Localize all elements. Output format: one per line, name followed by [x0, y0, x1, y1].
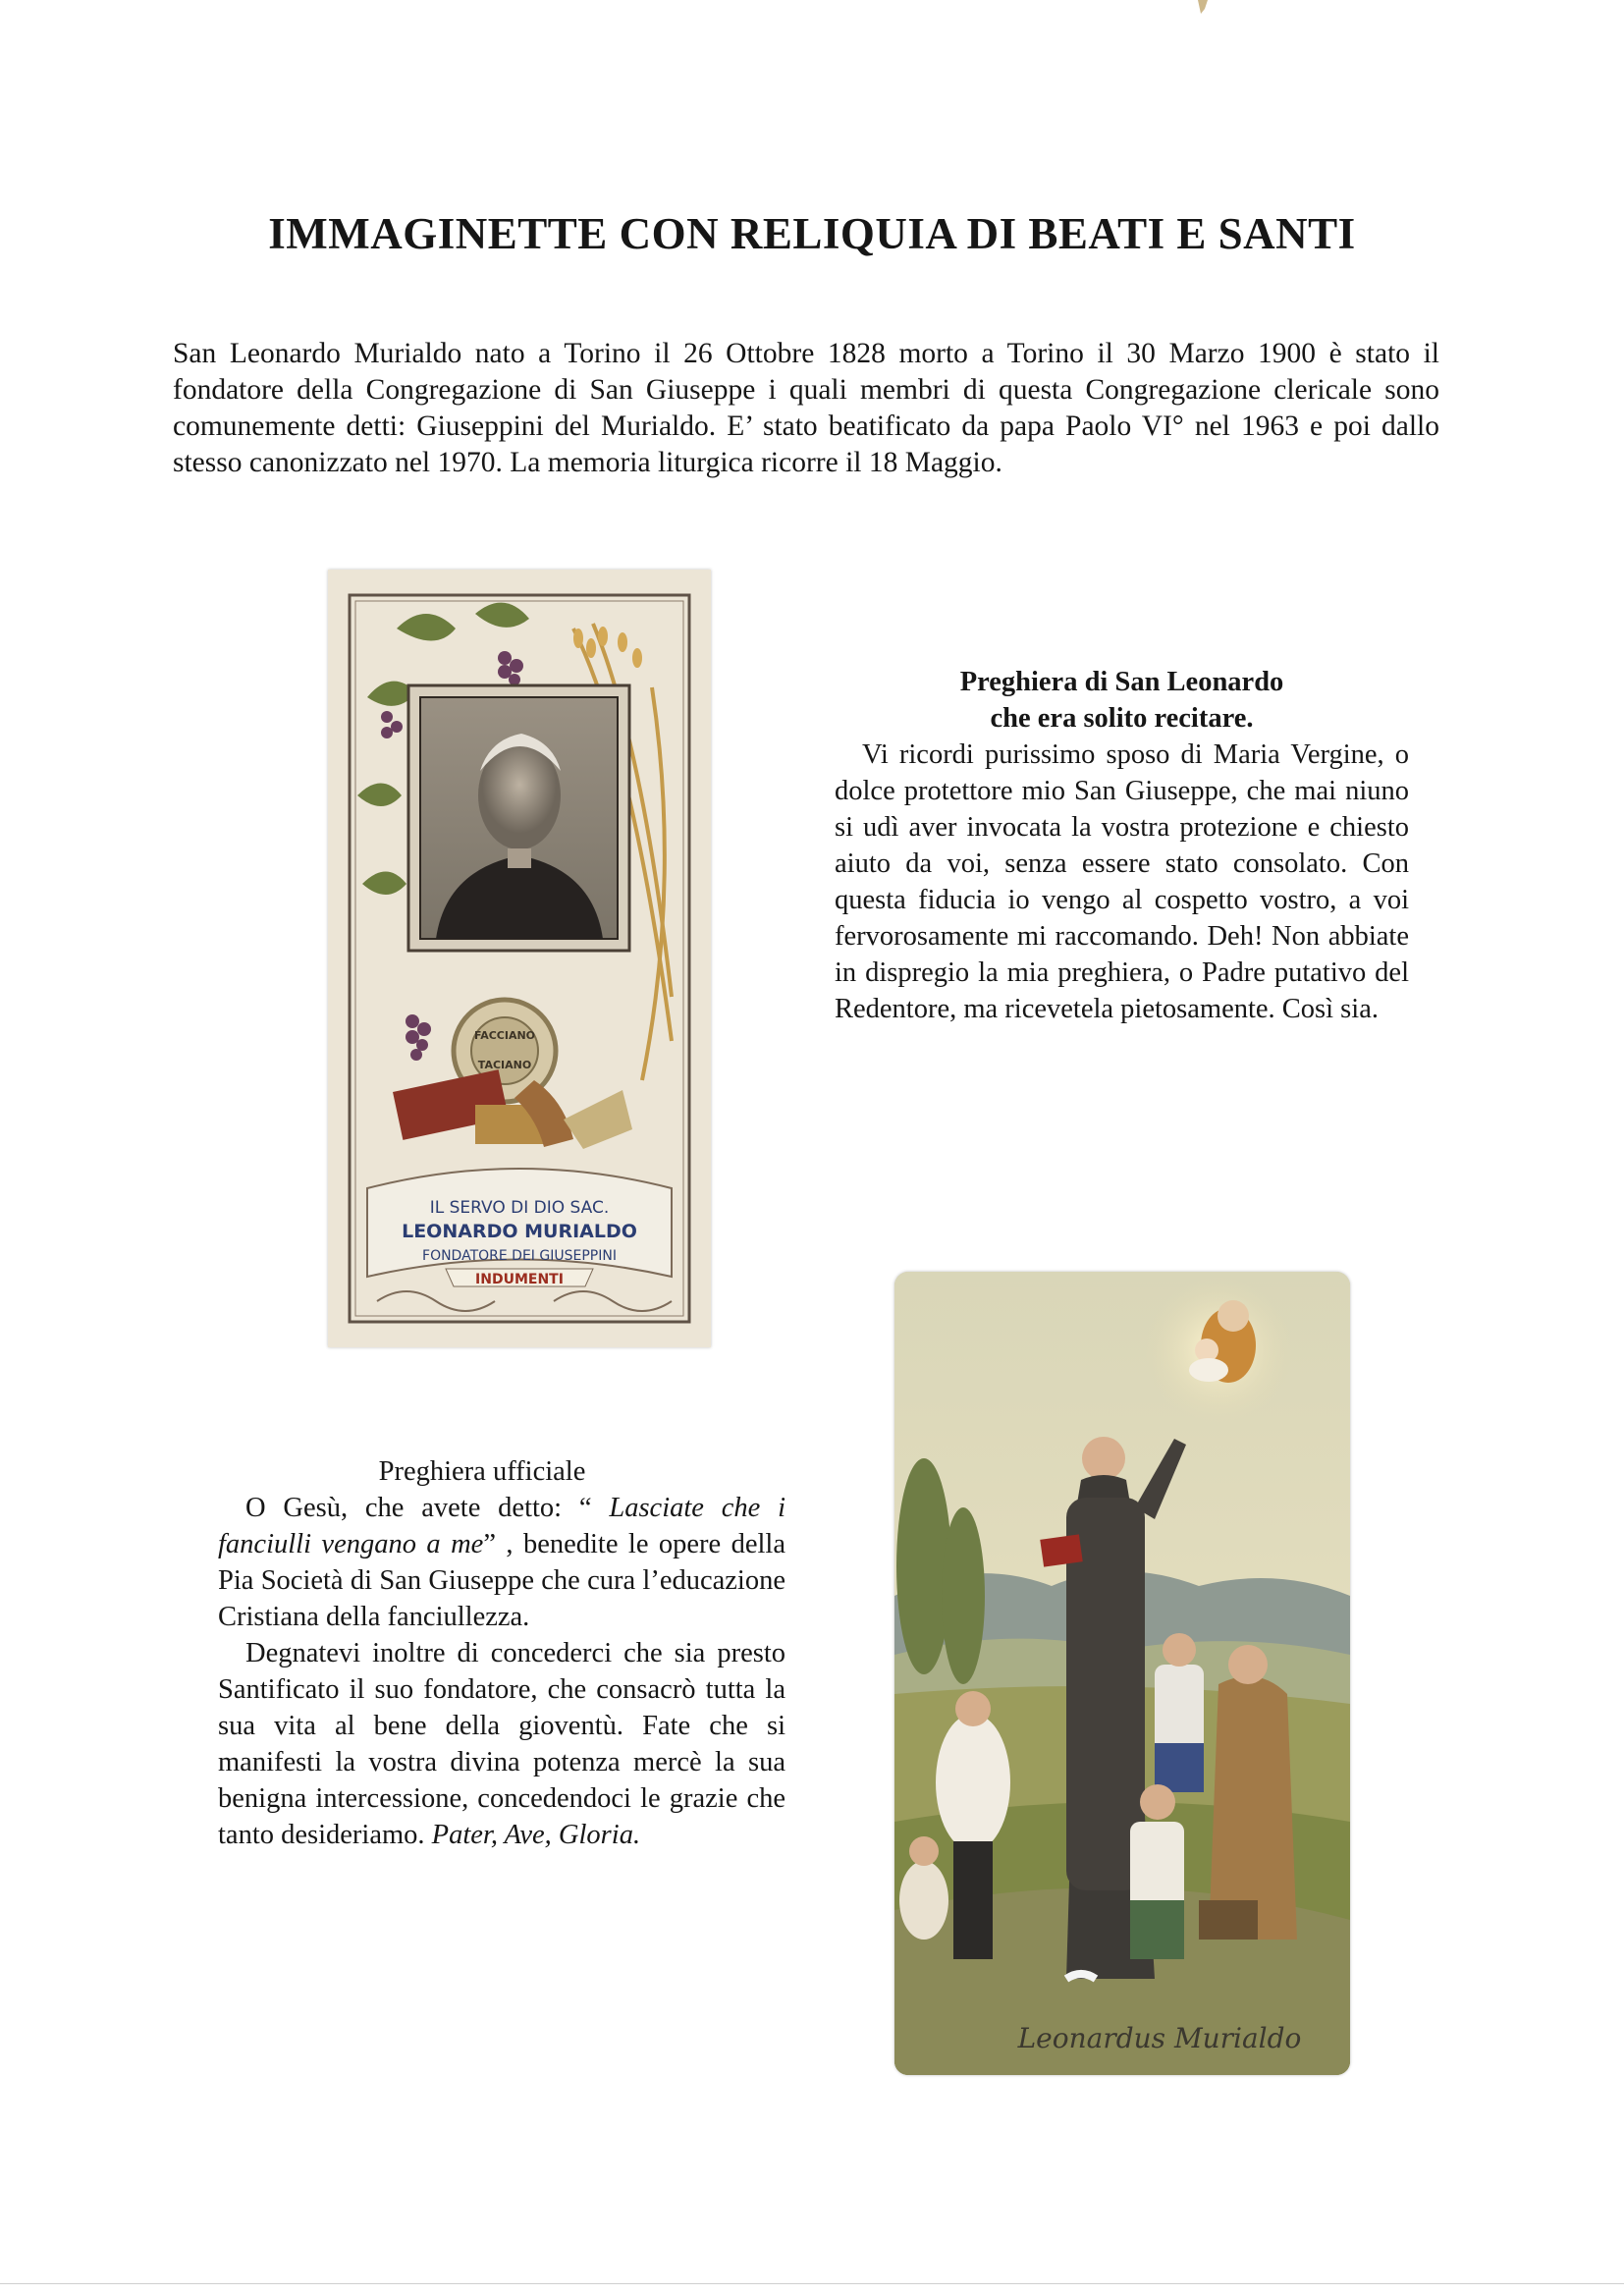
prayer1-title-line2: che era solito recitare. [990, 703, 1254, 734]
holy-card-portrait [328, 570, 711, 1347]
prayer1-title-line1: Preghiera di San Leonardo [959, 667, 1284, 697]
scan-edge-line [0, 2283, 1624, 2284]
prayer2-body-after: ” , benedite le opere della Pia Società di San Giuseppe che cura l’educazione Cristiana della fanciullezza. [218, 1529, 785, 1632]
medallion-text-1: FACCIANO [473, 1029, 536, 1042]
prayer2-quote: Lasciate che i fanciulli vengano a me [218, 1493, 786, 1559]
prayer2-body [218, 1490, 785, 1635]
ribbon-text: INDUMENTI [475, 1272, 564, 1287]
corner-mark [1196, 0, 1210, 16]
page-title: IMMAGINETTE CON RELIQUIA DI BEATI E SANTI [268, 209, 1356, 258]
intro-paragraph: San Leonardo Murialdo nato a Torino il 26 Ottobre 1828 morto a Torino il 30 Marzo 1900 è stato il fondatore della Congregazione di San Giuseppe i quali membri di questa Congregazione clericale sono comunemente detti: Giuseppini del Murialdo. E’ stato beatificato da papa Paolo VI° nel 1963 e poi dallo stesso canonizzato nel 1970. La memoria liturgica ricorre il 18 Maggio. [173, 338, 1439, 478]
prayer-official [218, 1453, 785, 1853]
prayer2-title: Preghiera ufficiale [378, 1456, 586, 1487]
prayer-san-leonardo [835, 664, 1409, 1027]
holy-card-children [894, 1272, 1350, 2075]
prayer2-body2-start: Degnatevi inoltre di concederci che sia presto Santificato il suo fondatore, che consacrò tutta la sua vita al bene della gioventù. Fate che si manifesti la vostra divina potenza mercè la sua benigna intercessione, concedendoci le grazie che tanto desideriamo. [218, 1638, 785, 1850]
prayer2-body-start: O Gesù, che avete detto: “ [245, 1493, 592, 1523]
banner-line-3: FONDATORE DEI GIUSEPPINI [422, 1248, 617, 1264]
prayer2-closing: Pater, Ave, Gloria. [431, 1820, 641, 1850]
banner-line-1: IL SERVO DI DIO SAC. [429, 1198, 610, 1218]
prayer1-body: Vi ricordi purissimo sposo di Maria Vergine, o dolce protettore mio San Giuseppe, che mai niuno si udì aver invocata la vostra protezione e chiesto aiuto da voi, senza essere stato consolato. Con questa fiducia io vengo al cospetto vostro, a voi fervorosamente mi raccomando. Deh! Non abbiate in dispregio la mia preghiera, o Padre putativo del Redentore, ma ricevetela pietosamente. Così sia. [835, 739, 1409, 1024]
card2-signature: Leonardus Murialdo [1017, 2022, 1302, 2054]
medallion-text-2: TACIANO [477, 1059, 532, 1071]
prayer2-body2 [218, 1635, 785, 1853]
banner-line-2: LEONARDO MURIALDO [402, 1221, 637, 1242]
